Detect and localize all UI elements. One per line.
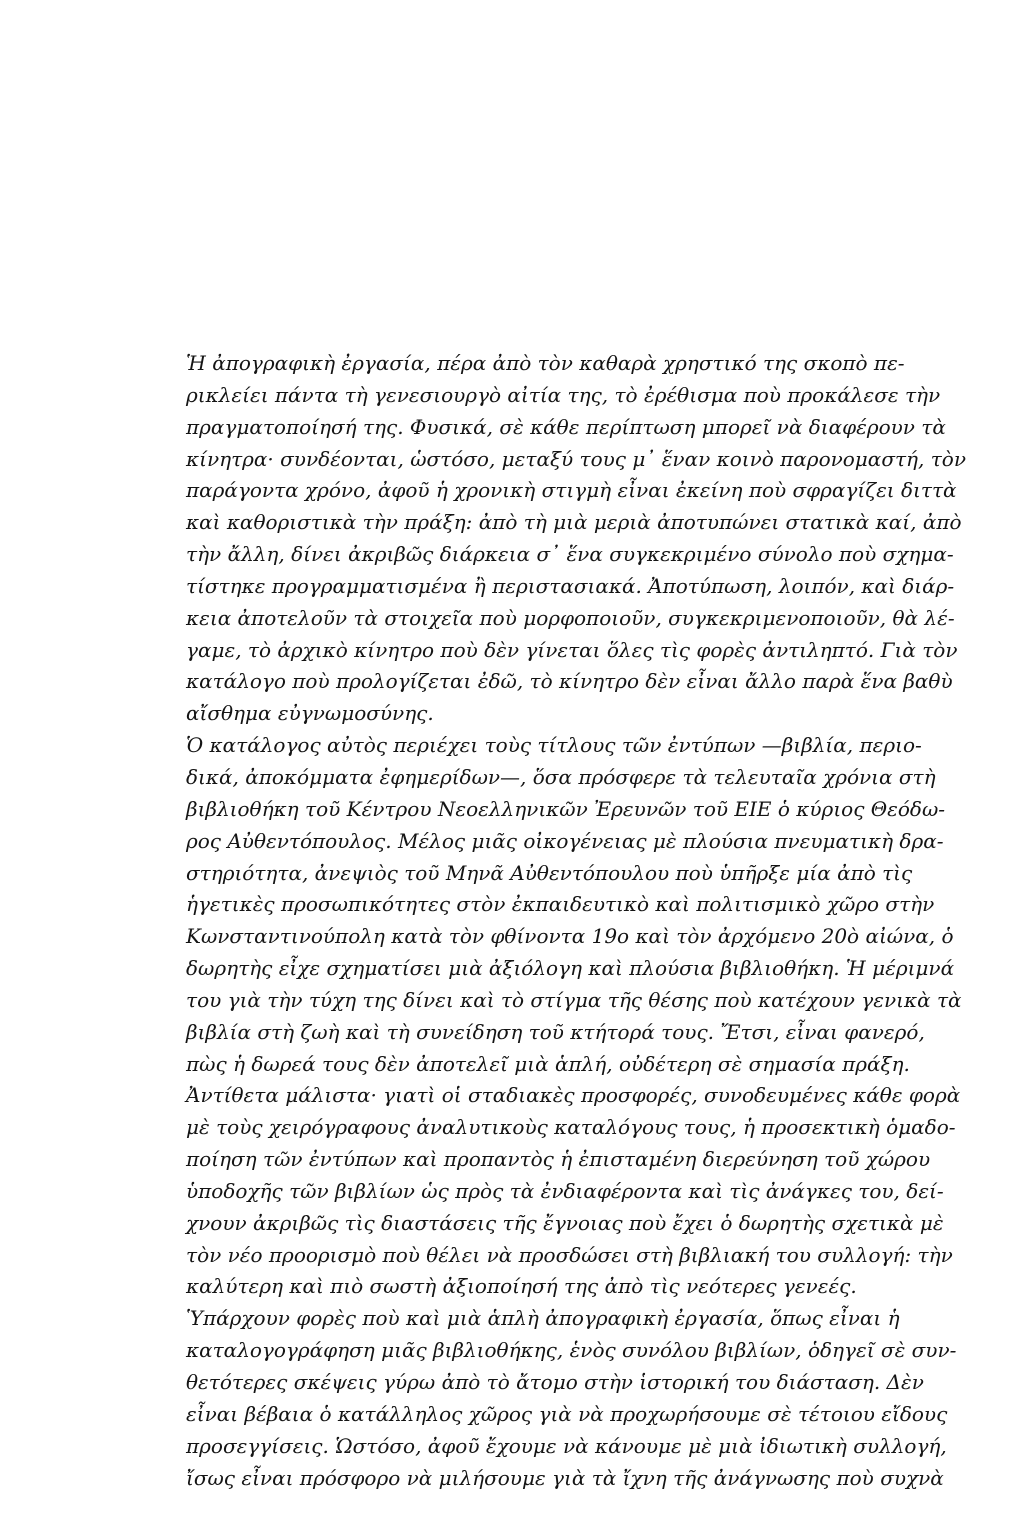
- text-line: καταλογογράφηση μιᾶς βιβλιοθήκης, ἑνὸς συνόλου βιβλίων, ὁδηγεῖ σὲ συν-: [186, 1338, 957, 1363]
- text-line: κατάλογο ποὺ προλογίζεται ἐδῶ, τὸ κίνητρο δὲν εἶναι ἄλλο παρὰ ἕνα βαθὺ: [186, 669, 953, 694]
- text-line: πὼς ἡ δωρεά τους δὲν ἀποτελεῖ μιὰ ἁπλή, οὐδέτερη σὲ σημασία πράξη.: [186, 1051, 910, 1076]
- paragraph-first-line: Ὁ κατάλογος αὐτὸς περιέχει τοὺς τίτλους τῶν ἐντύπων —βιβλία, περιο-: [186, 733, 922, 758]
- text-line: εἶναι βέβαια ὁ κατάλληλος χῶρος γιὰ νὰ προχωρήσουμε σὲ τέτοιου εἴδους: [186, 1401, 948, 1426]
- body-text: [186, 348, 966, 1494]
- text-line: ρικλείει πάντα τὴ γενεσιουργὸ αἰτία της, τὸ ἐρέθισμα ποὺ προκάλεσε τὴν: [186, 382, 941, 407]
- text-line: θετότερες σκέψεις γύρω ἀπὸ τὸ ἄτομο στὴν ἱστορική του διάσταση. Δὲν: [186, 1370, 924, 1394]
- text-line: βιβλία στὴ ζωὴ καὶ τὴ συνείδηση τοῦ κτήτορά τους. Ἔτσι, εἶναι φανερό,: [186, 1019, 925, 1044]
- text-line: γαμε, τὸ ἀρχικὸ κίνητρο ποὺ δὲν γίνεται ὅλες τὶς φορὲς ἀντιληπτό. Γιὰ τὸν: [186, 637, 958, 662]
- text-line: Κωνσταντινούπολη κατὰ τὸν φθίνοντα 19ο καὶ τὸν ἀρχόμενο 20ὸ αἰώνα, ὁ: [186, 924, 954, 949]
- text-line: κεια ἀποτελοῦν τὰ στοιχεῖα ποὺ μορφοποιοῦν, συγκεκριμενοποιοῦν, θὰ λέ-: [186, 605, 955, 630]
- text-line: στηριότητα, ἀνεψιὸς τοῦ Μηνᾶ Αὐθεντόπουλου ποὺ ὑπῆρξε μία ἀπὸ τὶς: [186, 860, 913, 885]
- text-line: χνουν ἀκριβῶς τὶς διαστάσεις τῆς ἔγνοιας ποὺ ἔχει ὁ δωρητὴς σχετικὰ μὲ: [186, 1210, 944, 1235]
- text-line: καλύτερη καὶ πιὸ σωστὴ ἀξιοποίησή της ἀπὸ τὶς νεότερες γενεές.: [186, 1274, 857, 1299]
- text-line: ὑποδοχῆς τῶν βιβλίων ὡς πρὸς τὰ ἐνδιαφέροντα καὶ τὶς ἀνάγκες του, δεί-: [186, 1178, 944, 1203]
- paragraph-first-line: Ὑπάρχουν φορὲς ποὺ καὶ μιὰ ἁπλὴ ἀπογραφικὴ ἐργασία, ὅπως εἶναι ἡ: [186, 1306, 900, 1331]
- text-line: μὲ τοὺς χειρόγραφους ἀναλυτικοὺς καταλόγους τους, ἡ προσεκτικὴ ὁμαδο-: [186, 1115, 956, 1140]
- paragraph-first-line: Ἡ ἀπογραφικὴ ἐργασία, πέρα ἀπὸ τὸν καθαρὰ χρηστικό της σκοπὸ πε-: [186, 351, 905, 375]
- text-line: πραγματοποίησή της. Φυσικά, σὲ κάθε περίπτωση μπορεῖ νὰ διαφέρουν τὰ: [186, 414, 946, 439]
- text-line: ἡγετικὲς προσωπικότητες στὸν ἐκπαιδευτικὸ καὶ πολιτισμικὸ χῶρο στὴν: [186, 892, 935, 917]
- text-line: Ἀντίθετα μάλιστα· γιατὶ οἱ σταδιακὲς προσφορές, συνοδευμένες κάθε φορὰ: [186, 1083, 961, 1108]
- text-line: δωρητὴς εἶχε σχηματίσει μιὰ ἀξιόλογη καὶ πλούσια βιβλιοθήκη. Ἡ μέριμνά: [186, 956, 955, 981]
- text-line: ρος Αὐθεντόπουλος. Μέλος μιᾶς οἰκογένειας μὲ πλούσια πνευματικὴ δρα-: [186, 828, 944, 853]
- text-line: δικά, ἀποκόμματα ἐφημερίδων—, ὅσα πρόσφερε τὰ τελευταῖα χρόνια στὴ: [186, 764, 936, 789]
- text-line: κίνητρα· συνδέονται, ὡστόσο, μεταξύ τους μ᾽ ἕναν κοινὸ παρονομαστή, τὸν: [186, 446, 966, 471]
- text-line: προσεγγίσεις. Ὡστόσο, ἀφοῦ ἔχουμε νὰ κάνουμε μὲ μιὰ ἰδιωτικὴ συλλογή,: [186, 1433, 947, 1458]
- text-line: ἴσως εἶναι πρόσφορο νὰ μιλήσουμε γιὰ τὰ ἴχνη τῆς ἀνάγνωσης ποὺ συχνὰ: [186, 1465, 944, 1490]
- text-line: καὶ καθοριστικὰ τὴν πράξη: ἀπὸ τὴ μιὰ μεριὰ ἀποτυπώνει στατικὰ καί, ἀπὸ: [186, 510, 962, 535]
- text-line: τίστηκε προγραμματισμένα ἢ περιστασιακά. Ἀποτύπωση, λοιπόν, καὶ διάρ-: [186, 573, 955, 598]
- text-line: τὸν νέο προορισμὸ ποὺ θέλει νὰ προσδώσει στὴ βιβλιακή του συλλογή: τὴν: [186, 1242, 953, 1267]
- text-line: παράγοντα χρόνο, ἀφοῦ ἡ χρονικὴ στιγμὴ εἶναι ἐκείνη ποὺ σφραγίζει διττὰ: [186, 478, 957, 503]
- text-line: ποίηση τῶν ἐντύπων καὶ προπαντὸς ἡ ἐπισταμένη διερεύνηση τοῦ χώρου: [186, 1147, 931, 1172]
- text-line: του γιὰ τὴν τύχη της δίνει καὶ τὸ στίγμα τῆς θέσης ποὺ κατέχουν γενικὰ τὰ: [186, 987, 962, 1012]
- text-line: βιβλιοθήκη τοῦ Κέντρου Νεοελληνικῶν Ἐρευνῶν τοῦ ΕΙΕ ὁ κύριος Θεόδω-: [186, 796, 946, 821]
- text-line: αἴσθημα εὐγνωμοσύνης.: [186, 701, 434, 726]
- text-line: τὴν ἄλλη, δίνει ἀκριβῶς διάρκεια σ᾽ ἕνα συγκεκριμένο σύνολο ποὺ σχημα-: [186, 542, 954, 567]
